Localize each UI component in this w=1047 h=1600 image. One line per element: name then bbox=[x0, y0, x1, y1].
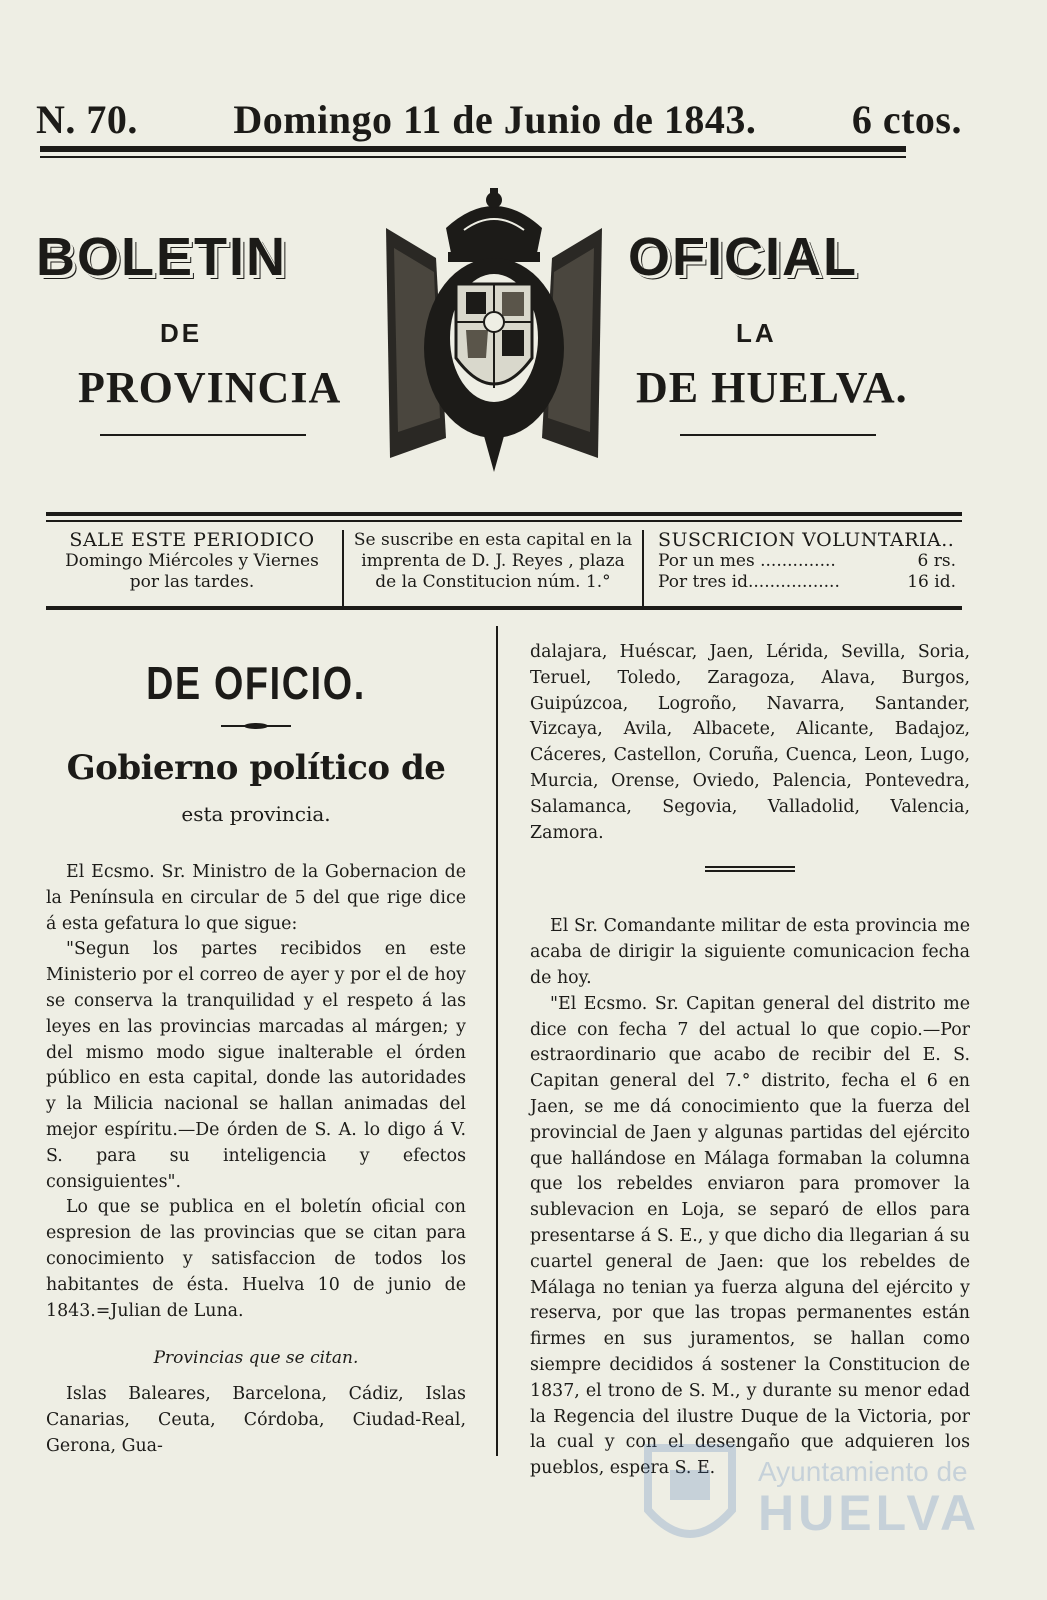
article-subtitle: esta provincia. bbox=[181, 802, 331, 826]
location-line-3: de la Constitucion núm. 1.° bbox=[375, 572, 611, 592]
issue-number: N. 70. bbox=[36, 97, 138, 142]
location-line-2: imprenta de D. J. Reyes , plaza bbox=[361, 551, 625, 571]
article-title: Gobierno político de bbox=[66, 748, 446, 788]
masthead-de-huelva: DE HUELVA. bbox=[636, 363, 908, 412]
archive-watermark bbox=[640, 1440, 981, 1570]
ornament-divider-icon bbox=[705, 864, 795, 874]
header-rule-thin bbox=[40, 156, 906, 158]
price-row bbox=[658, 572, 956, 593]
price-value: 16 id. bbox=[907, 572, 956, 592]
section-heading: DE OFICIO. bbox=[146, 657, 366, 709]
paragraph: "Segun los partes recibidos en este Ministerio por el correo de ayer y por el de hoy se conserva la tranquilidad y el respeto á las leyes en las provincias marcadas al márgen; y del mismo modo sigue inalterable el órden público en esta capital, donde las autoridades y la Milicia nacional se hallan animadas del mejor espíritu.—De órden de S. A. lo digo á V. S. para su inteligencia y efectos consiguientes". bbox=[46, 939, 466, 1192]
paragraph: El Sr. Comandante militar de esta provincia me acaba de dirigir la siguiente comunicacion fecha de hoy. bbox=[530, 916, 970, 988]
watermark-line-1: Ayuntamiento de bbox=[758, 1456, 968, 1487]
left-column bbox=[46, 640, 466, 1460]
infobar-rule-bottom bbox=[46, 606, 962, 610]
price-row bbox=[658, 551, 956, 572]
price-label: Por tres id................. bbox=[658, 572, 840, 592]
schedule-time: por las tardes. bbox=[129, 572, 255, 592]
masthead-rule-right bbox=[680, 434, 876, 436]
masthead-word-right: OFICIAL bbox=[628, 227, 858, 287]
publication-schedule bbox=[42, 530, 342, 606]
masthead-provincia: PROVINCIA bbox=[78, 363, 342, 412]
masthead-la: LA bbox=[736, 318, 777, 348]
provinces-list-continued bbox=[530, 640, 970, 846]
paragraph: Islas Baleares, Barcelona, Cádiz, Islas Canarias, Ceuta, Córdoba, Ciudad-Real, Gerona, Gua- bbox=[46, 1384, 466, 1456]
price-value: 6 rs. bbox=[917, 551, 956, 571]
masthead-de: DE bbox=[160, 318, 203, 348]
issue-date: Domingo 11 de Junio de 1843. bbox=[233, 97, 757, 142]
paragraph: "El Ecsmo. Sr. Capitan general del distrito me dice con fecha 7 del actual lo que copio.—Por estraordinario que acabo de recibir del E. S. Capitan general del 7.° distrito, fecha el 6 en Jaen, se me dá conocimiento que la fuerza del provincial de Jaen y algunas partidas del ejército que hallándose en Málaga formaban la columna que los rebeldes enviaron para promover la sublevacion en Loja, se separó de ellos para presentarse á S. E., y que dicho dia llegarian á su cuartel general de Jaen: que los rebeldes de Málaga no tenian ya fuerza alguna del ejército y reserva, por que las tropas permanentes están firmes en sus juramentos, se hallan como siempre decididos á sostener la Constitucion de 1837, el trono de S. M., y durante su menor edad la Regencia del ilustre Duque de la Victoria, por la cual y con el desengaño que adquieren los pueblos, espera S. E. bbox=[530, 993, 970, 1479]
issue-line bbox=[36, 96, 962, 143]
military-communication bbox=[530, 914, 970, 1482]
header-rule-thick bbox=[40, 146, 906, 152]
prices-heading: SUSCRICION VOLUNTARIA.. bbox=[658, 529, 955, 551]
subscription-location bbox=[342, 530, 644, 606]
city-shield-icon bbox=[640, 1440, 740, 1560]
infobar-rule-top bbox=[46, 512, 962, 516]
provinces-list bbox=[46, 1382, 466, 1459]
watermark-line-2: HUELVA bbox=[758, 1485, 981, 1541]
subscription-prices bbox=[644, 530, 962, 606]
provinces-heading: Provincias que se citan. bbox=[153, 1348, 359, 1369]
paragraph: El Ecsmo. Sr. Ministro de la Gobernacion de la Península en circular de 5 del que rige dice á esta gefatura lo que sigue: bbox=[46, 862, 466, 934]
masthead-rule-left bbox=[100, 434, 306, 436]
ornament-divider-icon bbox=[221, 722, 291, 730]
schedule-days: Domingo Miércoles y Viernes bbox=[65, 551, 319, 571]
issue-price: 6 ctos. bbox=[851, 97, 962, 142]
right-column bbox=[530, 640, 970, 1482]
paragraph: dalajara, Huéscar, Jaen, Lérida, Sevilla, Soria, Teruel, Toledo, Zaragoza, Alava, Burgos, Guipúzcoa, Logroño, Navarra, Santander, Vizcaya, Avila, Albacete, Alicante, Badajoz, Cáceres, Castellon, Coruña, Cuenca, Leon, Lugo, Murcia, Orense, Oviedo, Palencia, Pontevedra, Salamanca, Segovia, Valladolid, Valencia, Zamora. bbox=[530, 642, 970, 843]
price-label: Por un mes .............. bbox=[658, 551, 836, 571]
article-body bbox=[46, 860, 466, 1324]
infobar-rule-top-thin bbox=[46, 520, 962, 522]
paragraph: Lo que se publica en el boletín oficial con espresion de las provincias que se citan para conocimiento y satisfaccion de todos los habitantes de ésta. Huelva 10 de junio de 1843.=Julian de Luna. bbox=[46, 1197, 466, 1321]
column-divider bbox=[496, 626, 498, 1456]
subscription-info-bar bbox=[42, 530, 962, 606]
location-line-1: Se suscribe en esta capital en la bbox=[353, 530, 633, 550]
schedule-heading: SALE ESTE PERIODICO bbox=[69, 529, 315, 551]
masthead-word-left: BOLETIN bbox=[36, 227, 287, 287]
coat-of-arms-icon bbox=[376, 188, 612, 478]
